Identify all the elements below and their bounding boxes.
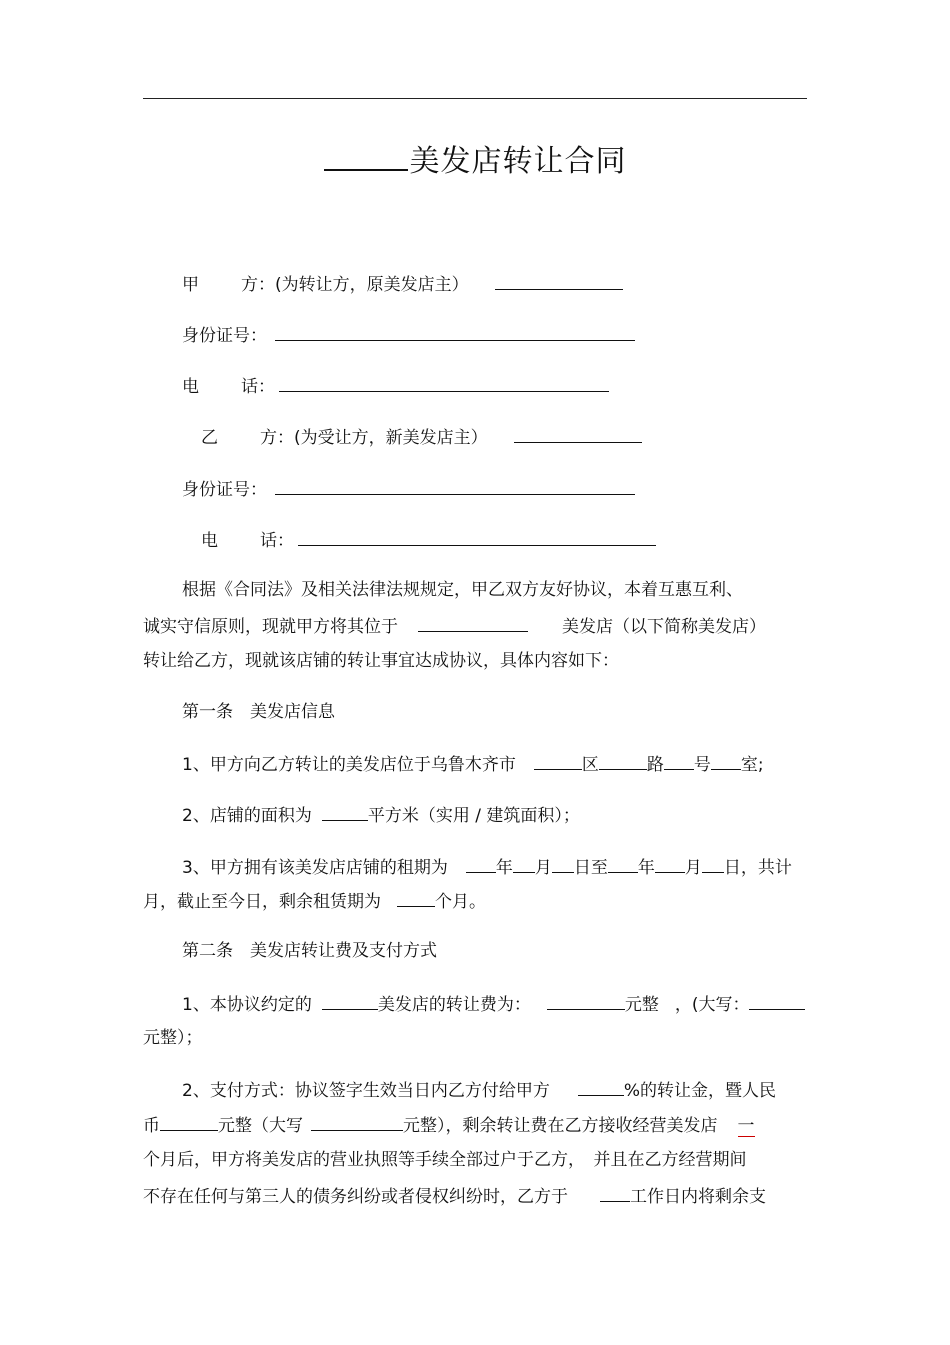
a1-2-text-2: 平方米（实用 / 建筑面积）；: [367, 806, 580, 826]
area-blank: [322, 803, 368, 821]
a1-3-text-2: 年: [495, 858, 513, 878]
a1-2-text-1: 2、店铺的面积为: [182, 806, 312, 826]
article-2-item-1-cont: 元整）；: [143, 1028, 203, 1048]
party-a-name-blank: [495, 272, 623, 290]
a1-3-text-1: 3、甲方拥有该美发店店铺的租期为: [182, 858, 448, 878]
intro-text-a: 诚实守信原则，现就甲方将其位于: [143, 617, 398, 637]
party-a-id-label: 身份证号：: [182, 326, 267, 346]
road-blank: [599, 752, 647, 770]
a2-2-text-6: 一: [737, 1116, 755, 1136]
a1-1-text-2: 区: [581, 755, 599, 775]
article-1-title: 第一条 美发店信息: [182, 702, 335, 722]
room-blank: [711, 752, 741, 770]
a2-1-text-1: 1、本协议约定的: [182, 995, 312, 1015]
lease-start-year-blank: [466, 855, 496, 873]
lease-end-year-blank: [608, 855, 638, 873]
article-1-item-1: [182, 752, 764, 776]
party-a-phone-line: [182, 374, 609, 398]
article-2-item-2-line-3: 个月后，甲方将美发店的营业执照等手续全部过户于乙方， 并且在乙方经营期间: [143, 1150, 747, 1170]
deposit-amount-blank: [160, 1113, 218, 1131]
intro-line-1: 根据《合同法》及相关法律法规规定，甲乙双方友好协议，本着互惠互利、: [182, 580, 743, 600]
lease-end-month-blank: [655, 855, 685, 873]
a1-3-text-4: 日至: [573, 858, 608, 878]
a2-2-text-1: 2、支付方式：协议签字生效当日内乙方付给甲方: [182, 1081, 550, 1101]
party-a-label-1: 甲: [182, 275, 199, 295]
party-a-line: [182, 272, 623, 296]
party-b-phone-line: [201, 528, 656, 552]
a2-2-text-5: 元整），剩余转让费在乙方接收经营美发店: [403, 1116, 718, 1136]
document-title: [0, 136, 950, 180]
article-2-item-2-line-2: [143, 1113, 755, 1137]
article-1-item-3-cont: [143, 889, 486, 913]
article-1-item-3: [182, 855, 792, 879]
party-b-label-2: 方：(为受让方，新美发店主）: [260, 428, 488, 448]
a1-3-text-8: 月，截止至今日，剩余租赁期为: [143, 892, 381, 912]
district-blank: [534, 752, 582, 770]
a2-2-text-7: 不存在任何与第三人的债务纠纷或者侵权纠纷时，乙方于: [143, 1187, 568, 1207]
a1-1-text-1: 1、甲方向乙方转让的美发店位于乌鲁木齐市: [182, 755, 516, 775]
fee-amount-blank: [547, 992, 625, 1010]
a2-2-text-3: 币: [143, 1116, 160, 1136]
title-text: 美发店转让合同: [409, 144, 627, 179]
a2-1-text-4: ，(大写：: [674, 995, 750, 1015]
intro-line-2: [143, 614, 766, 638]
party-a-phone-blank: [279, 374, 609, 392]
intro-line-3: 转让给乙方，现就该店铺的转让事宜达成协议，具体内容如下：: [143, 651, 619, 671]
a1-1-text-3: 路: [646, 755, 664, 775]
a2-2-text-2: %的转让金，暨人民: [623, 1081, 776, 1101]
party-a-id-blank: [275, 323, 635, 341]
party-b-phone-label-1: 电: [201, 531, 218, 551]
a1-3-text-7: 日，共计: [723, 858, 792, 878]
party-a-label-2: 方：(为转让方，原美发店主）: [241, 275, 469, 295]
shop-name-blank: [322, 992, 378, 1010]
party-b-name-blank: [514, 425, 642, 443]
lease-end-day-blank: [702, 855, 724, 873]
remaining-months-blank: [397, 889, 435, 907]
a1-3-text-9: 个月。: [435, 892, 486, 912]
a1-3-text-3: 月: [534, 858, 552, 878]
a1-1-text-5: 室;: [740, 755, 764, 775]
a2-2-text-4: 元整（大写: [218, 1116, 303, 1136]
article-2-title: 第二条 美发店转让费及支付方式: [182, 941, 437, 961]
intro-text-b: 美发店（以下简称美发店）: [562, 617, 766, 637]
party-b-label-1: 乙: [201, 428, 218, 448]
party-a-phone-label-1: 电: [182, 377, 199, 397]
working-days-blank: [600, 1184, 630, 1202]
party-b-id-line: [182, 477, 635, 501]
header-rule: [143, 98, 807, 99]
a1-3-text-5: 年: [637, 858, 655, 878]
lease-start-month-blank: [513, 855, 535, 873]
article-2-item-1: [182, 992, 805, 1016]
party-b-id-blank: [275, 477, 635, 495]
lease-start-day-blank: [552, 855, 574, 873]
a1-3-text-6: 月: [684, 858, 702, 878]
party-a-phone-label-2: 话：: [241, 377, 275, 397]
deposit-percent-blank: [578, 1078, 624, 1096]
a1-1-text-4: 号: [693, 755, 711, 775]
fee-uppercase-blank: [749, 992, 805, 1010]
article-1-item-2: [182, 803, 580, 827]
a2-1-text-3: 元整: [624, 995, 659, 1015]
number-blank: [664, 752, 694, 770]
party-b-phone-blank: [298, 528, 656, 546]
a2-1-text-2: 美发店的转让费为：: [377, 995, 531, 1015]
party-b-id-label: 身份证号：: [182, 480, 267, 500]
a2-2-text-8: 工作日内将剩余支: [630, 1187, 766, 1207]
party-b-phone-label-2: 话：: [260, 531, 294, 551]
article-2-item-2-line-4: [143, 1184, 766, 1208]
title-blank: [324, 143, 408, 171]
party-b-line: [201, 425, 642, 449]
party-a-id-line: [182, 323, 635, 347]
article-2-item-2: [182, 1078, 776, 1102]
deposit-uppercase-blank: [311, 1113, 403, 1131]
shop-location-blank: [418, 614, 528, 632]
